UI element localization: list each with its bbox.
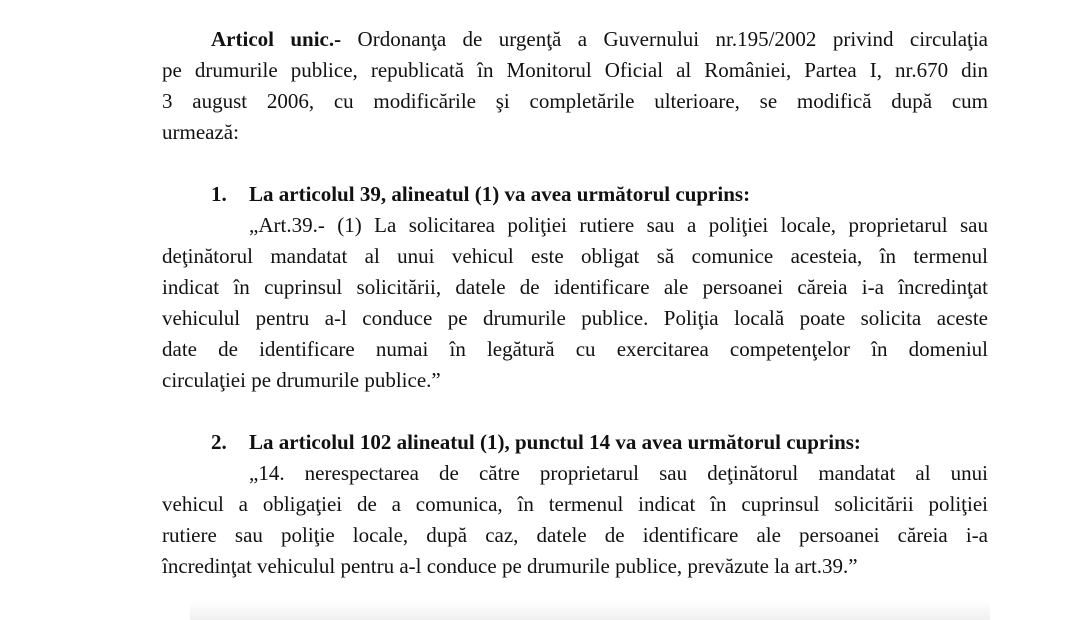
section-1-line-6: circulaţiei pe drumurile publice.”	[162, 368, 441, 392]
section-1-number: 1.	[211, 182, 227, 206]
intro-line-3: 3 august 2006, cu modificările şi completările ulterioare, se modifică după cum	[162, 89, 988, 113]
section-2-heading	[162, 427, 988, 458]
section-2-line-1: „14. nerespectarea de către proprietarul sau deţinătorul mandatat al unui	[249, 461, 988, 485]
section-1-line-4: vehiculul pentru a-l conduce pe drumurile publice. Poliţia locală poate solicita aceste	[162, 306, 988, 330]
section-2-title: La articolul 102 alineatul (1), punctul 14 va avea următorul cuprins:	[249, 430, 861, 454]
page-edge-shadow	[190, 600, 990, 620]
section-1-line-3: indicat în cuprinsul solicitării, datele de identificare ale persoanei căreia i-a încredinţat	[162, 275, 988, 299]
intro-line-2: pe drumurile publice, republicată în Monitorul Oficial al României, Partea I, nr.670 din	[162, 58, 988, 82]
section-1-line-5: date de identificare numai în legătură cu exercitarea competenţelor în domeniul	[162, 337, 988, 361]
document-page	[162, 24, 988, 582]
section-1-line-1: „Art.39.- (1) La solicitarea poliţiei rutiere sau a poliţiei locale, proprietarul sau	[249, 213, 988, 237]
section-2-line-4: încredinţat vehiculul pentru a-l conduce pe drumurile publice, prevăzute la art.39.”	[162, 554, 858, 578]
intro-line-4: urmează:	[162, 120, 239, 144]
intro-line-1	[162, 24, 988, 55]
section-2-number: 2.	[211, 430, 227, 454]
section-2-line-2: vehicul a obligaţiei de a comunica, în termenul indicat în cuprinsul solicitării poliţiei	[162, 492, 988, 516]
intro-text-1: Ordonanţa de urgenţă a Guvernului nr.195/2002 privind circulaţia	[357, 27, 988, 51]
section-2-line-3: rutiere sau poliţie locale, după caz, datele de identificare ale persoanei căreia i-a	[162, 523, 988, 547]
section-1-title: La articolul 39, alineatul (1) va avea următorul cuprins:	[249, 182, 751, 206]
spacer	[162, 148, 988, 179]
article-label: Articol unic.-	[211, 27, 342, 51]
spacer	[162, 396, 988, 427]
section-1-line-2: deţinătorul mandatat al unui vehicul este obligat să comunice acesteia, în termenul	[162, 244, 988, 268]
section-1-heading	[162, 179, 988, 210]
